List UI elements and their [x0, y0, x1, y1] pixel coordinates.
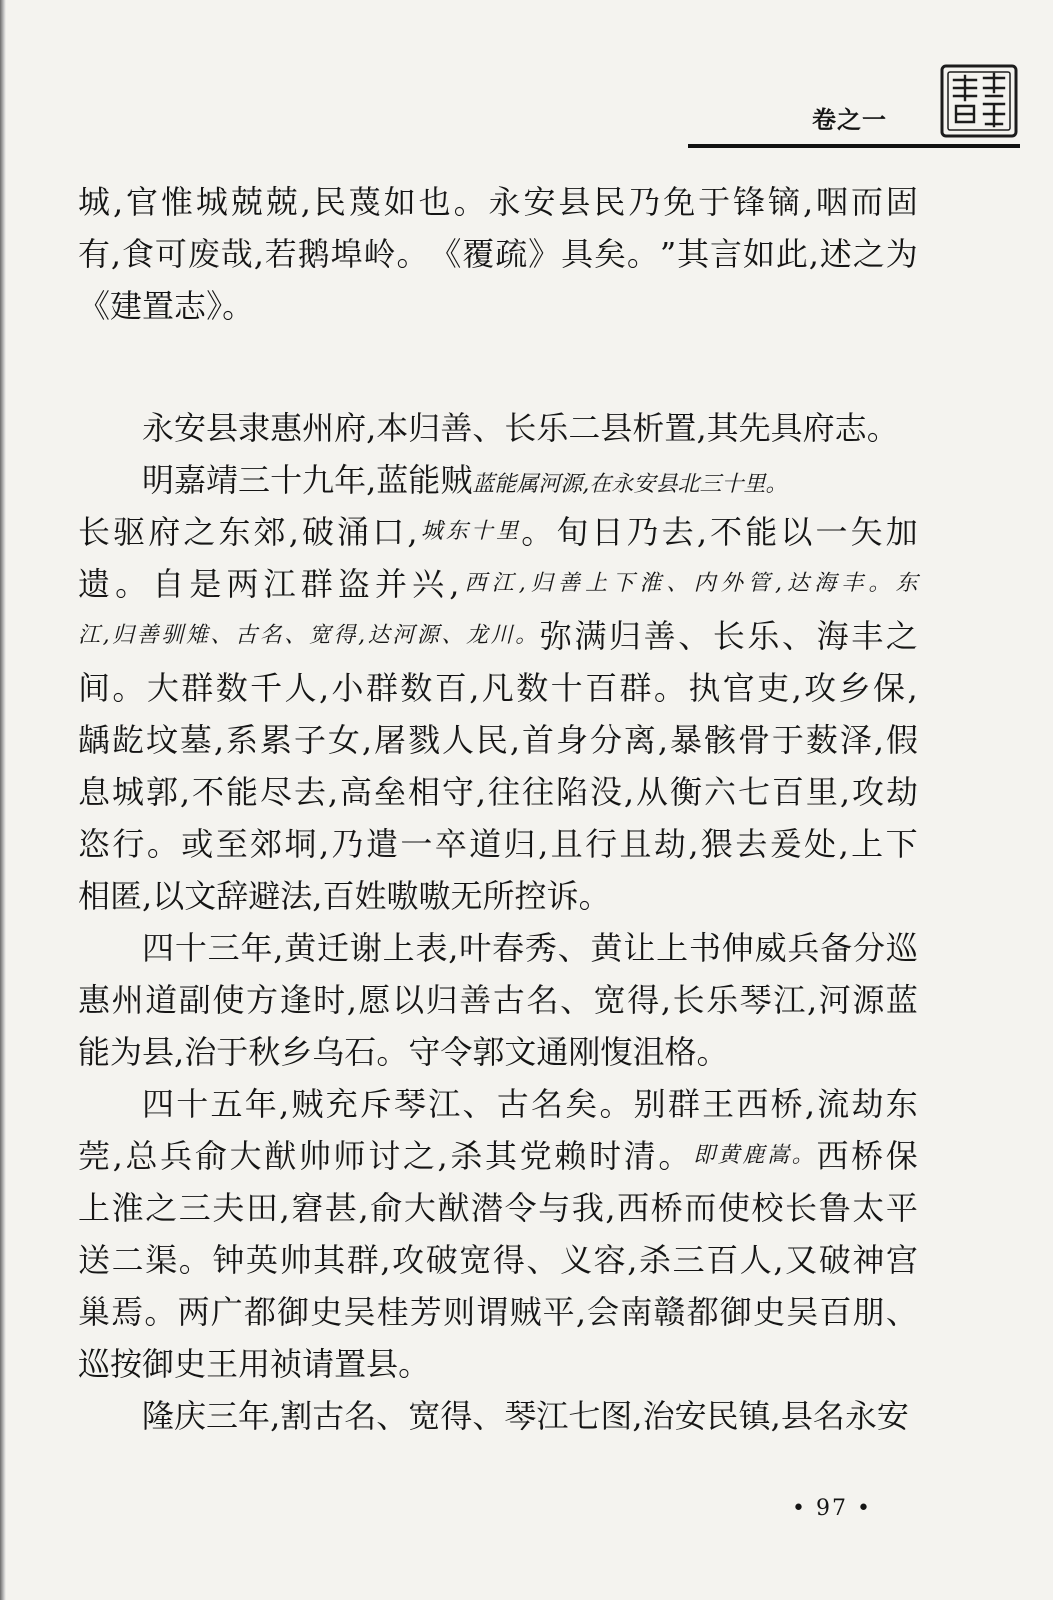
page-spine-shadow: [0, 0, 6, 1600]
seal-stamp-icon: [940, 64, 1018, 138]
text-line: 上 淮 之 三 夫 田 , 窘 甚 , 俞 大 猷 潜 令 与 我 , 西 桥 而 使 校 长 鲁 太 平: [78, 1189, 918, 1227]
text-line: 能为县,治于秋乡乌石。守令郭文通刚愎沮格。: [78, 1033, 729, 1071]
body-text: [78, 176, 918, 1442]
text-line: 间 。 大 群 数 千 人 , 小 群 数 百 , 凡 数 十 百 群 。 执 官 吏 , 攻 乡 保 ,: [78, 669, 918, 707]
text-line: 隆庆三年,割古名、宽得、琴江七图,治安民镇,县名永安: [142, 1397, 909, 1435]
text-line: 永安县隶惠州府,本归善、长乐二县析置,其先具府志。: [142, 409, 899, 447]
text-line: 息 城 郭 , 不 能 尽 去 , 高 垒 相 守 , 往 往 陷 没 , 从 衡 六 七 百 里 , 攻 劫: [78, 773, 918, 811]
page-number: • 97 •: [792, 1496, 872, 1521]
text-line: 四 十 五 年 , 贼 充 斥 琴 江 、 古 名 矣 。 别 群 王 西 桥 , 流 劫 东: [142, 1085, 918, 1123]
chapter-title: 卷之一: [812, 106, 887, 134]
text-line: 四 十 三 年 , 黄 迁 谢 上 表 , 叶 春 秀 、 黄 让 上 书 伸 威 兵 备 分 巡: [142, 929, 918, 967]
header-rule: [688, 144, 1020, 148]
text-line: 江 , 归 善 驯 雉 、 古 名 、 宽 得 , 达 河 源 、 龙 川 。 弥 满 归 善 、 长 乐 、 海 丰 之: [78, 617, 918, 655]
text-line: 长 驱 府 之 东 郊 , 破 涌 口 , 城 东 十 里 。 旬 日 乃 去 , 不 能 以 一 矢 加: [78, 513, 918, 551]
text-line: 巡按御史王用祯请置县。: [78, 1345, 431, 1383]
text-line: 有 , 食 可 废 哉 , 若 鹅 埠 岭 。 《 覆 疏 》 具 矣 。 ” 其 言 如 此 , 述 之 为: [78, 235, 918, 273]
text-line: 《建置志》。: [78, 287, 255, 325]
text-line: 明嘉靖三十九年,蓝能贼蓝能属河源,在永安县北三十里。: [142, 461, 788, 499]
text-line: 惠 州 道 副 使 方 逢 时 , 愿 以 归 善 古 名 、 宽 得 , 长 乐 琴 江 , 河 源 蓝: [78, 981, 918, 1019]
text-line: 城 , 官 惟 城 兢 兢 , 民 蔑 如 也 。 永 安 县 民 乃 免 于 锋 镝 , 咽 而 固: [78, 183, 918, 221]
paragraph-gap: [78, 332, 918, 402]
text-line: 莞 , 总 兵 俞 大 猷 帅 师 讨 之 , 杀 其 党 赖 时 清 。 即 黄 鹿 嵩 。 西 桥 保: [78, 1137, 918, 1175]
text-line: 龋 龁 坟 墓 , 系 累 子 女 , 屠 戮 人 民 , 首 身 分 离 , 暴 骸 骨 于 薮 泽 , 假: [78, 721, 918, 759]
text-line: 恣 行 。 或 至 郊 垌 , 乃 遣 一 卒 道 归 , 且 行 且 劫 , 猥 去 爰 处 , 上 下: [78, 825, 918, 863]
text-line: 巢 焉 。 两 广 都 御 史 吴 桂 芳 则 谓 贼 平 , 会 南 赣 都 御 史 吴 百 朋 、: [78, 1293, 918, 1331]
text-line: 相匿,以文辞避法,百姓嗷嗷无所控诉。: [78, 877, 611, 915]
text-line: 遗 。 自 是 两 江 群 盗 并 兴 , 西 江 , 归 善 上 下 淮 、 内 外 管 , 达 海 丰 。 东: [78, 565, 918, 603]
text-line: 送 二 渠 。 钟 英 帅 其 群 , 攻 破 宽 得 、 义 容 , 杀 三 百 人 , 又 破 神 宫: [78, 1241, 918, 1279]
